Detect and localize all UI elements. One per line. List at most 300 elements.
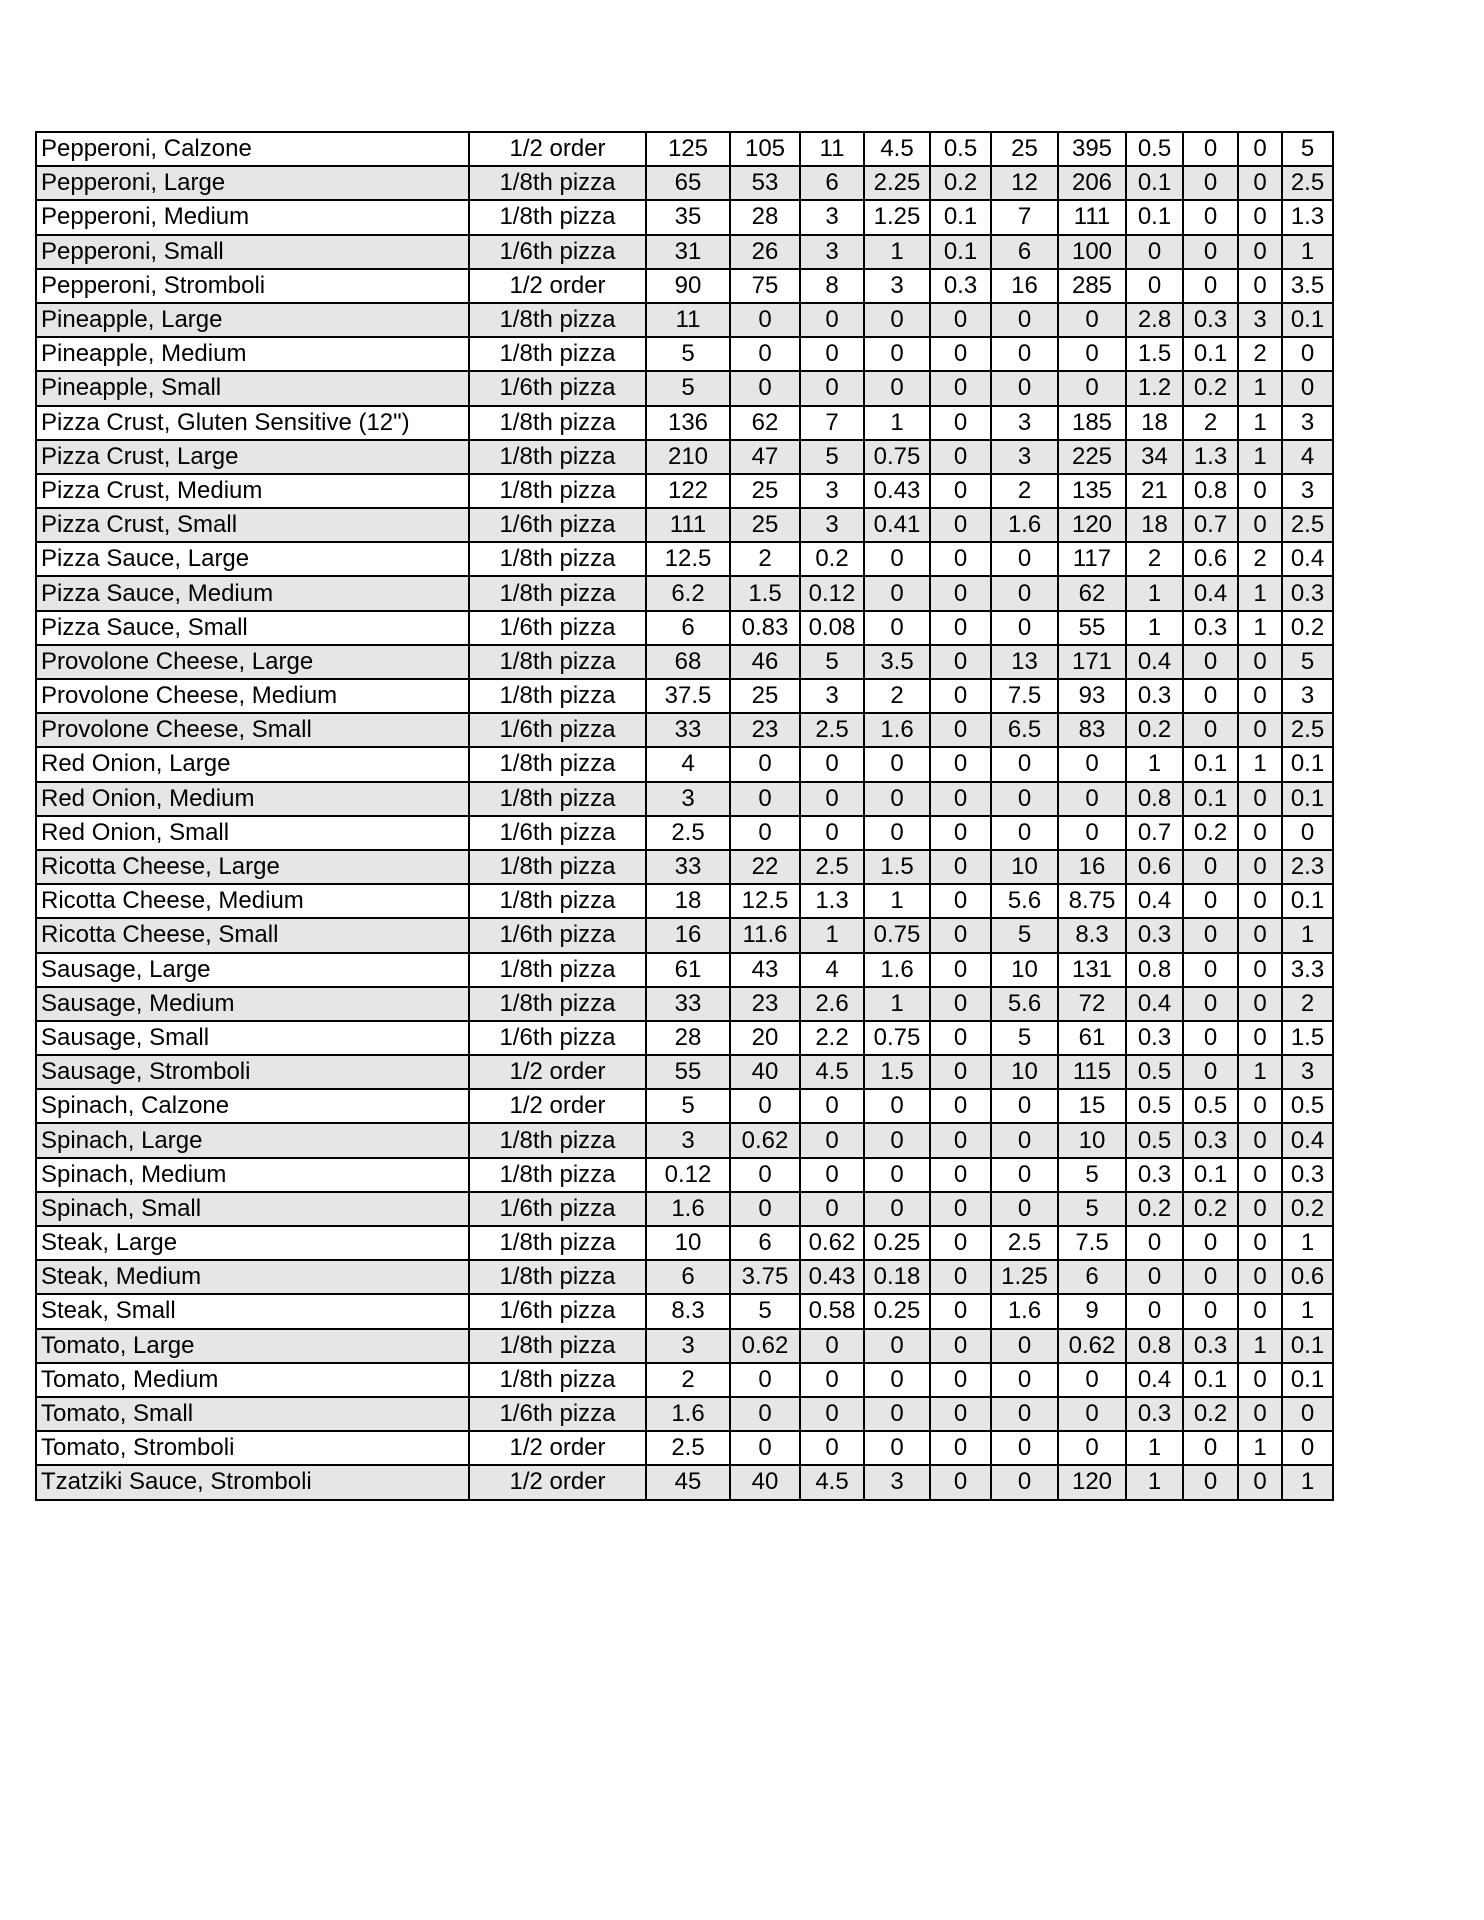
value-cell: 72 (1058, 987, 1126, 1021)
value-cell: 0 (930, 953, 991, 987)
table-row (36, 508, 1333, 542)
value-cell: 0 (1238, 166, 1282, 200)
value-cell: 0 (730, 371, 800, 405)
value-cell: 0 (1126, 235, 1183, 269)
value-cell: 0.2 (1183, 371, 1238, 405)
item-name-cell: Pizza Crust, Medium (36, 474, 469, 508)
value-cell: 0.2 (1183, 1397, 1238, 1431)
table-row (36, 132, 1333, 166)
serving-size-cell: 1/6th pizza (469, 1021, 646, 1055)
value-cell: 6.2 (646, 576, 730, 610)
value-cell: 0 (1238, 645, 1282, 679)
value-cell: 1.5 (1282, 1021, 1333, 1055)
value-cell: 0.4 (1183, 576, 1238, 610)
value-cell: 0 (730, 1363, 800, 1397)
value-cell: 0 (1183, 679, 1238, 713)
value-cell: 135 (1058, 474, 1126, 508)
value-cell: 7.5 (991, 679, 1058, 713)
value-cell: 4.5 (800, 1465, 864, 1499)
value-cell: 0 (1183, 1465, 1238, 1499)
value-cell: 9 (1058, 1294, 1126, 1328)
serving-size-cell: 1/8th pizza (469, 1329, 646, 1363)
value-cell: 0 (930, 1192, 991, 1226)
value-cell: 0 (991, 303, 1058, 337)
value-cell: 1 (1282, 918, 1333, 952)
value-cell: 16 (646, 918, 730, 952)
value-cell: 0 (1183, 1021, 1238, 1055)
value-cell: 3 (1282, 679, 1333, 713)
value-cell: 100 (1058, 235, 1126, 269)
value-cell: 0.3 (1126, 1021, 1183, 1055)
value-cell: 0.3 (1183, 611, 1238, 645)
value-cell: 22 (730, 850, 800, 884)
value-cell: 3.3 (1282, 953, 1333, 987)
value-cell: 0 (1238, 1123, 1282, 1157)
value-cell: 1.5 (1126, 337, 1183, 371)
value-cell: 0 (930, 1123, 991, 1157)
value-cell: 1 (1282, 1465, 1333, 1499)
value-cell: 12.5 (646, 542, 730, 576)
value-cell: 0 (1238, 1260, 1282, 1294)
value-cell: 0.8 (1126, 1329, 1183, 1363)
value-cell: 0.3 (1183, 1329, 1238, 1363)
value-cell: 0 (800, 782, 864, 816)
value-cell: 0 (1282, 371, 1333, 405)
table-row (36, 337, 1333, 371)
value-cell: 0.1 (1126, 166, 1183, 200)
value-cell: 1.6 (646, 1397, 730, 1431)
value-cell: 0.1 (1183, 782, 1238, 816)
table-row (36, 269, 1333, 303)
value-cell: 0 (800, 1363, 864, 1397)
value-cell: 0 (864, 1192, 930, 1226)
value-cell: 55 (646, 1055, 730, 1089)
value-cell: 18 (1126, 508, 1183, 542)
table-row (36, 1260, 1333, 1294)
value-cell: 0 (930, 1089, 991, 1123)
serving-size-cell: 1/6th pizza (469, 371, 646, 405)
value-cell: 6 (646, 1260, 730, 1294)
item-name-cell: Red Onion, Large (36, 747, 469, 781)
value-cell: 0 (800, 1397, 864, 1431)
value-cell: 2 (1238, 542, 1282, 576)
value-cell: 65 (646, 166, 730, 200)
value-cell: 0 (730, 1192, 800, 1226)
value-cell: 0.2 (1126, 713, 1183, 747)
value-cell: 0.62 (800, 1226, 864, 1260)
value-cell: 0 (930, 918, 991, 952)
value-cell: 6.5 (991, 713, 1058, 747)
value-cell: 25 (730, 474, 800, 508)
value-cell: 0 (1238, 132, 1282, 166)
value-cell: 0.1 (1126, 200, 1183, 234)
serving-size-cell: 1/2 order (469, 1089, 646, 1123)
value-cell: 0 (1183, 1431, 1238, 1465)
value-cell: 2.5 (800, 713, 864, 747)
serving-size-cell: 1/8th pizza (469, 987, 646, 1021)
value-cell: 120 (1058, 508, 1126, 542)
value-cell: 0 (864, 337, 930, 371)
value-cell: 1 (800, 918, 864, 952)
table-row (36, 166, 1333, 200)
serving-size-cell: 1/8th pizza (469, 1260, 646, 1294)
value-cell: 0.2 (1126, 1192, 1183, 1226)
value-cell: 1 (1126, 611, 1183, 645)
table-row (36, 406, 1333, 440)
value-cell: 1.3 (1282, 200, 1333, 234)
value-cell: 0 (1238, 1465, 1282, 1499)
value-cell: 1.25 (864, 200, 930, 234)
value-cell: 1.25 (991, 1260, 1058, 1294)
value-cell: 0 (730, 1397, 800, 1431)
value-cell: 55 (1058, 611, 1126, 645)
value-cell: 0 (800, 816, 864, 850)
value-cell: 5 (730, 1294, 800, 1328)
value-cell: 0 (1282, 1431, 1333, 1465)
value-cell: 0 (1183, 987, 1238, 1021)
table-row (36, 1021, 1333, 1055)
value-cell: 47 (730, 440, 800, 474)
value-cell: 1 (1238, 371, 1282, 405)
value-cell: 11 (646, 303, 730, 337)
value-cell: 0 (1126, 1226, 1183, 1260)
table-row (36, 235, 1333, 269)
value-cell: 0 (1183, 713, 1238, 747)
value-cell: 1.3 (1183, 440, 1238, 474)
value-cell: 1 (1126, 1431, 1183, 1465)
value-cell: 0 (800, 1158, 864, 1192)
value-cell: 0.75 (864, 1021, 930, 1055)
value-cell: 1.5 (730, 576, 800, 610)
value-cell: 206 (1058, 166, 1126, 200)
value-cell: 0 (1183, 1294, 1238, 1328)
value-cell: 31 (646, 235, 730, 269)
value-cell: 0 (930, 303, 991, 337)
value-cell: 0.83 (730, 611, 800, 645)
value-cell: 0 (930, 576, 991, 610)
value-cell: 131 (1058, 953, 1126, 987)
serving-size-cell: 1/2 order (469, 1431, 646, 1465)
value-cell: 2 (864, 679, 930, 713)
value-cell: 0 (1238, 1397, 1282, 1431)
value-cell: 3 (1282, 406, 1333, 440)
table-row (36, 816, 1333, 850)
value-cell: 117 (1058, 542, 1126, 576)
item-name-cell: Pizza Sauce, Small (36, 611, 469, 645)
value-cell: 0.3 (1126, 679, 1183, 713)
value-cell: 0.12 (646, 1158, 730, 1192)
value-cell: 0 (930, 371, 991, 405)
value-cell: 0.3 (1126, 918, 1183, 952)
value-cell: 0.7 (1183, 508, 1238, 542)
value-cell: 1 (1282, 235, 1333, 269)
value-cell: 0 (1058, 1431, 1126, 1465)
value-cell: 0.12 (800, 576, 864, 610)
item-name-cell: Spinach, Calzone (36, 1089, 469, 1123)
value-cell: 0.25 (864, 1226, 930, 1260)
value-cell: 0.1 (1282, 1329, 1333, 1363)
value-cell: 0 (1238, 200, 1282, 234)
value-cell: 0 (930, 816, 991, 850)
value-cell: 0 (800, 371, 864, 405)
item-name-cell: Tomato, Stromboli (36, 1431, 469, 1465)
value-cell: 1 (1126, 576, 1183, 610)
table-row (36, 1363, 1333, 1397)
value-cell: 0 (864, 816, 930, 850)
value-cell: 1 (1238, 747, 1282, 781)
value-cell: 0 (1282, 1397, 1333, 1431)
value-cell: 90 (646, 269, 730, 303)
value-cell: 0 (1238, 713, 1282, 747)
value-cell: 0 (991, 542, 1058, 576)
value-cell: 1 (1126, 747, 1183, 781)
serving-size-cell: 1/8th pizza (469, 1158, 646, 1192)
value-cell: 0.5 (1282, 1089, 1333, 1123)
value-cell: 15 (1058, 1089, 1126, 1123)
value-cell: 0.08 (800, 611, 864, 645)
item-name-cell: Ricotta Cheese, Medium (36, 884, 469, 918)
value-cell: 7.5 (1058, 1226, 1126, 1260)
serving-size-cell: 1/6th pizza (469, 508, 646, 542)
item-name-cell: Pepperoni, Large (36, 166, 469, 200)
value-cell: 2.8 (1126, 303, 1183, 337)
item-name-cell: Spinach, Small (36, 1192, 469, 1226)
value-cell: 111 (1058, 200, 1126, 234)
value-cell: 0 (800, 303, 864, 337)
value-cell: 0 (730, 337, 800, 371)
value-cell: 0 (930, 850, 991, 884)
value-cell: 0 (991, 747, 1058, 781)
value-cell: 3 (800, 508, 864, 542)
value-cell: 6 (1058, 1260, 1126, 1294)
value-cell: 11.6 (730, 918, 800, 952)
table-row (36, 645, 1333, 679)
item-name-cell: Steak, Large (36, 1226, 469, 1260)
value-cell: 0.2 (800, 542, 864, 576)
table-row (36, 1226, 1333, 1260)
item-name-cell: Pepperoni, Stromboli (36, 269, 469, 303)
value-cell: 0.75 (864, 918, 930, 952)
item-name-cell: Pizza Sauce, Large (36, 542, 469, 576)
serving-size-cell: 1/8th pizza (469, 747, 646, 781)
value-cell: 0 (930, 987, 991, 1021)
value-cell: 16 (1058, 850, 1126, 884)
serving-size-cell: 1/8th pizza (469, 440, 646, 474)
table-row (36, 542, 1333, 576)
value-cell: 0 (1282, 816, 1333, 850)
item-name-cell: Spinach, Large (36, 1123, 469, 1157)
value-cell: 2.5 (800, 850, 864, 884)
value-cell: 0 (864, 1431, 930, 1465)
serving-size-cell: 1/6th pizza (469, 1294, 646, 1328)
table-row (36, 1089, 1333, 1123)
item-name-cell: Sausage, Large (36, 953, 469, 987)
value-cell: 0 (864, 576, 930, 610)
value-cell: 0 (1183, 132, 1238, 166)
value-cell: 0 (1183, 953, 1238, 987)
value-cell: 0 (930, 1226, 991, 1260)
value-cell: 62 (1058, 576, 1126, 610)
value-cell: 0 (991, 816, 1058, 850)
value-cell: 171 (1058, 645, 1126, 679)
value-cell: 111 (646, 508, 730, 542)
value-cell: 2 (991, 474, 1058, 508)
value-cell: 33 (646, 713, 730, 747)
item-name-cell: Red Onion, Medium (36, 782, 469, 816)
value-cell: 0 (1183, 1226, 1238, 1260)
value-cell: 1 (1238, 406, 1282, 440)
serving-size-cell: 1/6th pizza (469, 918, 646, 952)
value-cell: 35 (646, 200, 730, 234)
value-cell: 13 (991, 645, 1058, 679)
value-cell: 0 (864, 371, 930, 405)
table-row (36, 1431, 1333, 1465)
value-cell: 0 (1238, 987, 1282, 1021)
item-name-cell: Pineapple, Large (36, 303, 469, 337)
value-cell: 8.75 (1058, 884, 1126, 918)
value-cell: 16 (991, 269, 1058, 303)
value-cell: 1 (1238, 611, 1282, 645)
value-cell: 12 (991, 166, 1058, 200)
item-name-cell: Tomato, Large (36, 1329, 469, 1363)
value-cell: 0 (930, 1158, 991, 1192)
value-cell: 0.5 (1126, 1123, 1183, 1157)
value-cell: 0 (1058, 1363, 1126, 1397)
value-cell: 3 (864, 1465, 930, 1499)
serving-size-cell: 1/8th pizza (469, 406, 646, 440)
value-cell: 1 (864, 406, 930, 440)
value-cell: 0.1 (1183, 337, 1238, 371)
value-cell: 2.5 (1282, 713, 1333, 747)
value-cell: 23 (730, 987, 800, 1021)
value-cell: 18 (1126, 406, 1183, 440)
item-name-cell: Pepperoni, Calzone (36, 132, 469, 166)
value-cell: 83 (1058, 713, 1126, 747)
value-cell: 0 (1238, 1294, 1282, 1328)
value-cell: 0 (1238, 1158, 1282, 1192)
value-cell: 4 (800, 953, 864, 987)
serving-size-cell: 1/8th pizza (469, 576, 646, 610)
item-name-cell: Provolone Cheese, Small (36, 713, 469, 747)
value-cell: 0 (1183, 645, 1238, 679)
value-cell: 0 (930, 440, 991, 474)
value-cell: 5 (800, 440, 864, 474)
value-cell: 2.5 (646, 816, 730, 850)
serving-size-cell: 1/6th pizza (469, 235, 646, 269)
value-cell: 8.3 (1058, 918, 1126, 952)
table-body (36, 132, 1333, 1500)
value-cell: 105 (730, 132, 800, 166)
item-name-cell: Pizza Crust, Small (36, 508, 469, 542)
value-cell: 0 (864, 611, 930, 645)
value-cell: 1.2 (1126, 371, 1183, 405)
value-cell: 0 (930, 1055, 991, 1089)
table-row (36, 1329, 1333, 1363)
value-cell: 0.1 (1282, 1363, 1333, 1397)
value-cell: 0 (991, 371, 1058, 405)
value-cell: 0.43 (800, 1260, 864, 1294)
value-cell: 61 (1058, 1021, 1126, 1055)
value-cell: 0.5 (1183, 1089, 1238, 1123)
table-row (36, 474, 1333, 508)
value-cell: 28 (730, 200, 800, 234)
value-cell: 115 (1058, 1055, 1126, 1089)
table-row (36, 884, 1333, 918)
value-cell: 0 (991, 337, 1058, 371)
value-cell: 0 (1183, 166, 1238, 200)
value-cell: 0 (930, 747, 991, 781)
value-cell: 0 (991, 1329, 1058, 1363)
value-cell: 0 (930, 337, 991, 371)
item-name-cell: Red Onion, Small (36, 816, 469, 850)
value-cell: 0 (930, 713, 991, 747)
value-cell: 0 (864, 1089, 930, 1123)
value-cell: 0 (1238, 269, 1282, 303)
value-cell: 26 (730, 235, 800, 269)
value-cell: 4.5 (864, 132, 930, 166)
value-cell: 210 (646, 440, 730, 474)
item-name-cell: Sausage, Small (36, 1021, 469, 1055)
value-cell: 2 (1282, 987, 1333, 1021)
value-cell: 6 (730, 1226, 800, 1260)
value-cell: 0 (864, 542, 930, 576)
value-cell: 1 (864, 987, 930, 1021)
value-cell: 0 (864, 303, 930, 337)
item-name-cell: Pizza Sauce, Medium (36, 576, 469, 610)
serving-size-cell: 1/6th pizza (469, 1192, 646, 1226)
table-row (36, 782, 1333, 816)
value-cell: 0.1 (1183, 747, 1238, 781)
value-cell: 5 (991, 1021, 1058, 1055)
value-cell: 0 (1238, 508, 1282, 542)
value-cell: 0.3 (1282, 1158, 1333, 1192)
value-cell: 0 (730, 782, 800, 816)
value-cell: 0 (930, 508, 991, 542)
item-name-cell: Sausage, Stromboli (36, 1055, 469, 1089)
value-cell: 0.25 (864, 1294, 930, 1328)
value-cell: 0 (930, 406, 991, 440)
value-cell: 0 (800, 1192, 864, 1226)
value-cell: 3 (1282, 474, 1333, 508)
value-cell: 0.3 (1126, 1158, 1183, 1192)
value-cell: 0 (1126, 1294, 1183, 1328)
value-cell: 3 (800, 679, 864, 713)
value-cell: 40 (730, 1055, 800, 1089)
serving-size-cell: 1/2 order (469, 1055, 646, 1089)
value-cell: 0 (1058, 816, 1126, 850)
value-cell: 0.43 (864, 474, 930, 508)
value-cell: 0.1 (1183, 1158, 1238, 1192)
value-cell: 10 (991, 1055, 1058, 1089)
item-name-cell: Pineapple, Medium (36, 337, 469, 371)
table-row (36, 1055, 1333, 1089)
table-row (36, 1158, 1333, 1192)
value-cell: 0 (1238, 679, 1282, 713)
value-cell: 0 (1058, 782, 1126, 816)
value-cell: 0 (730, 747, 800, 781)
value-cell: 28 (646, 1021, 730, 1055)
value-cell: 0 (1238, 884, 1282, 918)
serving-size-cell: 1/6th pizza (469, 713, 646, 747)
table-row (36, 918, 1333, 952)
value-cell: 1 (1282, 1226, 1333, 1260)
value-cell: 0 (800, 747, 864, 781)
value-cell: 0.6 (1126, 850, 1183, 884)
value-cell: 10 (991, 953, 1058, 987)
value-cell: 0.2 (1183, 816, 1238, 850)
value-cell: 0 (930, 1431, 991, 1465)
value-cell: 8.3 (646, 1294, 730, 1328)
